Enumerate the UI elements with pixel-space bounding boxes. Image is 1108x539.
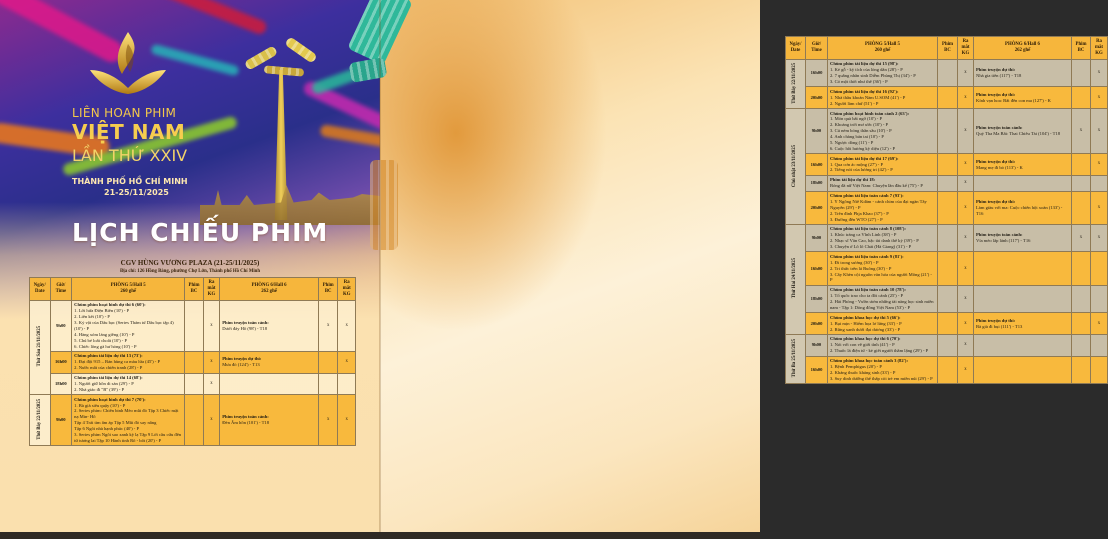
col-date-header: Ngày/ Date — [30, 278, 51, 301]
hall6-program-cell — [974, 224, 1072, 252]
film-item: Bóng đá nữ Việt Nam: Chuyện lần đầu kể (75') - P — [830, 183, 923, 189]
film-item: 3. Có một thời như thế (36') - P — [830, 79, 888, 85]
program-title: Chùm phim hoạt hình dự thi 7 (70'): — [74, 396, 146, 402]
col-hall6-header — [220, 278, 319, 301]
film-item: 2. Người làm chứ (51') - P — [830, 100, 879, 106]
hall6-program-cell — [220, 395, 319, 446]
program-title: Phim truyện toàn cảnh: — [222, 414, 269, 420]
hall6-program-cell — [974, 334, 1072, 356]
hall6-kg-mark: x — [338, 395, 356, 446]
time-cell: 20h00 — [806, 313, 828, 335]
col-kg-header: Ra mắt KG — [338, 278, 356, 301]
film-item: Đèn Âm hồn (101') - T18 — [222, 420, 270, 426]
col-kg-header: Ra mắt KG — [1091, 37, 1108, 60]
hall5-kg-mark: x — [958, 224, 974, 252]
program-title: Chùm phim khoa học toàn cảnh 3 (82'): — [830, 358, 908, 364]
date-label: Thứ Ba 25/11/2025 — [792, 338, 798, 378]
time-cell: 16h00 — [806, 356, 828, 384]
hall5-label: PHÒNG 5/Hall 5 — [865, 41, 900, 47]
table-row — [30, 373, 356, 395]
hall5-program-cell — [828, 356, 938, 384]
col-bc-header: Phim BC — [318, 278, 338, 301]
table-row — [786, 252, 1108, 285]
table-row — [786, 334, 1108, 356]
film-item: 2. Nhà giáo đi "B" (39') - P — [74, 386, 125, 392]
hall5-program-cell — [828, 154, 938, 176]
film-item: Vía mèo lấp lánh (117') - T16 — [976, 238, 1031, 244]
hall6-bc-mark — [1072, 154, 1091, 176]
time-cell: 18h00 — [50, 373, 72, 395]
page-fold-divider — [379, 0, 381, 532]
page-title: LỊCH CHIẾU PHIM — [72, 218, 329, 247]
col-time-header: Giờ/ Time — [50, 278, 72, 301]
hall5-kg-mark: x — [958, 154, 974, 176]
program-title: Phim truyện toàn cảnh: — [222, 320, 269, 326]
film-item: 3. Kỷ vật của Dấu bạc (Series Thám tử Dấu bạc tập 4) (10') - P — [74, 320, 174, 331]
hall6-label: PHÒNG 6/Hall 6 — [1005, 41, 1040, 47]
hall5-program-cell — [828, 109, 938, 154]
schedule-table-left — [29, 277, 356, 446]
table-row — [786, 224, 1108, 252]
schedule-table-right — [785, 36, 1108, 384]
time-cell: 9h00 — [806, 334, 828, 356]
film-item: 4. Anh chàng bán tai (10') - P — [830, 134, 884, 140]
hall5-bc-mark — [938, 313, 958, 335]
film-item: Kính vạn hoa: Bất đến con ma (127') - K — [976, 97, 1051, 103]
hall6-program-cell — [974, 109, 1072, 154]
film-item: 2. Nước mắt của chiến tranh (28') - P — [74, 365, 143, 371]
table-row — [30, 395, 356, 446]
col-hall5-header — [72, 278, 185, 301]
time-cell: 16h00 — [806, 59, 828, 87]
hall6-bc-mark: x — [318, 300, 338, 351]
time-cell: 18h00 — [806, 175, 828, 191]
film-item: Mưa đỏ (124') - T13 — [222, 362, 260, 368]
time-cell: 9h00 — [806, 109, 828, 154]
hall6-bc-mark — [1072, 87, 1091, 109]
film-item: 2. Thuốc lá điện tử - kẻ giết người thầm lặng (29') - P — [830, 348, 929, 354]
film-item: 1. Đại đội 915 – Bản hùng ca màu lửa (45') - P — [74, 359, 161, 365]
date-label: Chủ nhật 23/11/2025 — [792, 144, 798, 187]
hall5-seats: 260 ghế — [120, 288, 136, 294]
hall5-kg-mark: x — [203, 351, 219, 373]
hall6-bc-mark — [1072, 59, 1091, 87]
program-title: Phim truyện dự thi: — [976, 91, 1016, 97]
time-cell: 20h00 — [806, 87, 828, 109]
film-item: 3. Suy dinh dưỡng thể thấp còi trẻ em miền núi (29') - P — [830, 375, 933, 381]
program-title: Chùm phim tài liệu dự thi 17 (69'): — [830, 155, 899, 161]
program-title: Phim truyện dự thi: — [976, 158, 1016, 164]
table-header-row — [786, 37, 1108, 60]
hall5-bc-mark — [938, 191, 958, 224]
program-title: Chùm phim tài liệu dự thi 13 (73'): — [74, 353, 143, 359]
film-item: 2. Tri thức trên lá Buông (30') - P — [830, 265, 892, 271]
film-item: 1. Kẻ gỗ - kỳ tích của lòng dân (28') - P — [830, 67, 903, 73]
program-title: Chùm phim tài liệu toàn cảnh 8 (108'): — [830, 226, 906, 232]
hall5-bc-mark — [938, 356, 958, 384]
film-item: Làm giàu với ma: Cuộc chiến hột xoàn (133') - T16 — [976, 204, 1063, 216]
film-item: 6. Chiếc lông gà hư hỏng (10') - P — [74, 343, 137, 349]
film-item: 5. Chú bé loắt choắt (10') - P — [74, 337, 128, 343]
festival-logo-icon — [88, 30, 168, 96]
hall5-label: PHÒNG 5/Hall 5 — [110, 282, 146, 288]
table-row — [786, 285, 1108, 313]
program-title: Phim truyện toàn cảnh: — [976, 232, 1023, 238]
hall5-kg-mark: x — [958, 191, 974, 224]
hall5-kg-mark: x — [958, 109, 974, 154]
hall6-program-cell — [974, 59, 1072, 87]
time-cell: 20h00 — [806, 191, 828, 224]
hall6-program-cell — [220, 300, 319, 351]
date-label: Thứ Bảy 22/11/2025 — [36, 398, 42, 440]
table-row — [30, 351, 356, 373]
hall6-bc-mark — [318, 351, 338, 373]
hall6-program-cell — [974, 87, 1072, 109]
hall6-kg-mark: x — [1091, 191, 1108, 224]
hall5-program-cell — [72, 351, 185, 373]
hall5-bc-mark — [938, 252, 958, 285]
date-label: Thứ Bảy 22/11/2025 — [792, 62, 798, 104]
film-item: 6. Cuộc hồi hương kỳ diệu (12') - P — [830, 145, 896, 151]
hall6-seats: 262 ghế — [1014, 47, 1031, 53]
hall5-program-cell — [828, 59, 938, 87]
film-item: 2. Nhạc sĩ Văn Cao, bậc tài danh thế kỷ (39') - P — [830, 238, 919, 244]
col-hall5-header — [828, 37, 938, 60]
hall5-program-cell — [828, 252, 938, 285]
col-kg-header: Ra mắt KG — [203, 278, 219, 301]
table-header-row — [30, 278, 356, 301]
film-reel-crown-decoration — [244, 45, 324, 85]
col-bc-header: Phim BC — [1072, 37, 1091, 60]
date-cell — [786, 59, 806, 108]
hall6-bc-mark — [1072, 356, 1091, 384]
program-title: Phim truyện dự thi: — [976, 317, 1016, 323]
hall5-program-cell — [828, 313, 938, 335]
hall6-bc-mark — [1072, 313, 1091, 335]
venue-address: Địa chỉ: 126 Hồng Bàng, phường Chợ Lớn, Thành phố Hồ Chí Minh — [119, 269, 261, 274]
date-cell — [786, 334, 806, 383]
hall6-bc-mark — [1072, 191, 1091, 224]
date-cell — [786, 109, 806, 225]
hall5-kg-mark: x — [958, 252, 974, 285]
hall6-kg-mark: x — [1091, 154, 1108, 176]
hall6-program-cell — [974, 285, 1072, 313]
hall6-kg-mark: x — [1091, 224, 1108, 252]
bottom-edge — [0, 532, 760, 539]
col-bc-header: Phim BC — [938, 37, 958, 60]
hall6-kg-mark — [1091, 252, 1108, 285]
hall5-bc-mark — [938, 109, 958, 154]
hall5-program-cell — [828, 285, 938, 313]
hall6-kg-mark: x — [338, 351, 356, 373]
hall5-kg-mark: x — [958, 356, 974, 384]
film-item: 3. Cây Khèn cội nguồn văn hóa của người Mông (21') - P — [830, 271, 932, 283]
table-row — [786, 175, 1108, 191]
program-title: Chùm phim hoạt hình toàn cảnh 2 (63'): — [830, 110, 910, 116]
hall6-kg-mark: x — [338, 300, 356, 351]
hall6-seats: 262 ghế — [261, 288, 277, 294]
hall5-program-cell — [828, 334, 938, 356]
program-title: Phim truyện dự thi: — [222, 356, 262, 362]
film-item: Dưới đáy Hồ (98') - T18 — [222, 325, 268, 331]
program-title: Chùm phim tài liệu toàn cảnh 7 (93'): — [830, 193, 904, 199]
film-item: 3. Đường đến WTO (27') - P — [830, 216, 883, 222]
col-hall6-header — [974, 37, 1072, 60]
hall6-kg-mark: x — [1091, 109, 1108, 154]
table-row — [786, 109, 1108, 154]
col-kg-header: Ra mắt KG — [958, 37, 974, 60]
hall5-kg-mark: x — [958, 175, 974, 191]
hall5-kg-mark: x — [203, 373, 219, 395]
film-item: Nhà gia tiên (117') - T18 — [976, 73, 1022, 79]
festival-city: THÀNH PHỐ HỒ CHÍ MINH — [72, 177, 188, 186]
hall5-bc-mark — [938, 285, 958, 313]
festival-name-line1: LIÊN HOAN PHIM — [72, 106, 177, 120]
hall6-label: PHÒNG 6/Hall 6 — [251, 282, 287, 288]
hall6-kg-mark — [1091, 175, 1108, 191]
col-date-header: Ngày/ Date — [786, 37, 806, 60]
hall6-bc-mark — [1072, 334, 1091, 356]
film-item: 2. 7 quãng nhân sinh Diễm Phùng Thị (34') - P — [830, 73, 916, 79]
film-item: Quỷ Tha Ma Bắt: Thai Chiêu Tài (104') - T18 — [976, 131, 1061, 137]
hall5-program-cell — [828, 175, 938, 191]
hall5-bc-mark — [185, 373, 204, 395]
hall5-program-cell — [828, 87, 938, 109]
table-row — [786, 313, 1108, 335]
col-time-header: Giờ/ Time — [806, 37, 828, 60]
program-title: Chùm phim tài liệu dự thi 16 (92'): — [830, 88, 899, 94]
hall6-kg-mark: x — [1091, 313, 1108, 335]
film-item: 1. Nói với con về giới tính (41') - P — [830, 342, 895, 348]
hall6-kg-mark — [338, 373, 356, 395]
program-title: Chùm phim tài liệu toàn cảnh 9 (81'): — [830, 253, 904, 259]
time-cell: 18h00 — [806, 285, 828, 313]
film-item: Bà già đi bụi (111') - T13 — [976, 323, 1023, 329]
film-item: 3. Chuyện ở Lô lô Chải (Hà Giang) (31') - P — [830, 244, 912, 250]
hall5-kg-mark: x — [958, 59, 974, 87]
hall6-program-cell — [974, 356, 1072, 384]
film-item: Tập 4 Trái tim ấm áp Tập 5 Mũi đỏ say nắng — [74, 420, 157, 426]
hall6-bc-mark — [1072, 252, 1091, 285]
venue-heading: CGV HÙNG VƯƠNG PLAZA (21-25/11/2025) — [120, 259, 260, 267]
hall5-seats: 260 ghế — [874, 47, 891, 53]
date-cell — [30, 300, 51, 394]
hall5-kg-mark: x — [958, 87, 974, 109]
film-item: 2. Liên kết (10') - P — [74, 314, 110, 320]
hall5-bc-mark — [938, 175, 958, 191]
film-item: 1. Đi trong sương (30') - P — [830, 259, 879, 265]
hall5-bc-mark — [938, 154, 958, 176]
hall6-bc-mark: x — [1072, 224, 1091, 252]
hall6-kg-mark: x — [1091, 59, 1108, 87]
film-item: 2. Rừng xanh dưới đại dương (33') - P — [830, 326, 901, 332]
table-row — [30, 300, 356, 351]
film-item: 1. Bụi mịn - Hiểm họa lơ lửng (33') - P — [830, 320, 902, 326]
hall5-kg-mark: x — [958, 313, 974, 335]
hall6-bc-mark — [318, 373, 338, 395]
hall6-bc-mark: x — [1072, 109, 1091, 154]
film-item: 1. Khúc tráng ca Vĩnh Linh (38') - P — [830, 232, 897, 238]
time-cell: 16h00 — [50, 351, 72, 373]
film-item: 2. Series phim: Chiến binh Mèo mũi đỏ Tập 3 Chiếc mặt nạ Min- Hô — [74, 408, 179, 420]
hall5-bc-mark — [938, 334, 958, 356]
hall5-bc-mark — [185, 300, 204, 351]
film-item: 1. Qua cơn ác mộng (27') - P — [830, 161, 884, 167]
hall5-bc-mark — [185, 395, 204, 446]
table-row — [786, 59, 1108, 87]
festival-edition: LẦN THỨ XXIV — [72, 146, 188, 165]
date-label: Thứ Hai 24/11/2025 — [792, 258, 798, 299]
time-cell: 9h00 — [806, 224, 828, 252]
table-row — [786, 154, 1108, 176]
hall5-bc-mark — [938, 87, 958, 109]
film-item: 2. Hải Phòng - Vườn ươm những tài năng học sinh miền nam - Tập 1: Dòng đông Việt Nam (53') - P — [830, 299, 934, 310]
hall5-program-cell — [828, 224, 938, 252]
film-item: 3. Cú ném bóng thần sầu (10') - P — [830, 128, 892, 134]
film-strip-decoration — [370, 160, 398, 250]
hall6-program-cell — [974, 191, 1072, 224]
film-item: 1. Người giữ hồn di sản (29') - P — [74, 380, 134, 386]
hall5-program-cell — [72, 395, 185, 446]
program-title: Chùm phim hoạt hình dự thi 6 (60'): — [74, 302, 146, 308]
film-item: 2. Kháng thuốc kháng sinh (33') - P — [830, 369, 896, 375]
date-cell — [30, 395, 51, 446]
hall5-program-cell — [828, 191, 938, 224]
program-title: Chùm phim khoa học dự thi 6 (70'): — [830, 336, 901, 342]
film-item: 1. Tổ quốc trao cho ta đôi cánh (25') - P — [830, 293, 904, 299]
program-title: Phim truyện toàn cảnh: — [976, 125, 1023, 131]
program-title: Chùm phim khoa học dự thi 5 (66'): — [830, 314, 901, 320]
film-item: 1. Bà già siêu quậy (10') - P — [74, 402, 126, 408]
hall6-bc-mark: x — [318, 395, 338, 446]
film-item: 2. Tiếng nói của lương tri (42') - P — [830, 167, 893, 173]
hall5-program-cell — [72, 300, 185, 351]
film-item: 1. Lời hứa Điện Biên (10') - P — [74, 308, 130, 314]
festival-dates: 21-25/11/2025 — [104, 188, 169, 197]
hall6-program-cell — [974, 252, 1072, 285]
time-cell: 9h00 — [50, 300, 72, 351]
hall5-program-cell — [72, 373, 185, 395]
program-title: Chùm phim tài liệu dự thi 14 (68'): — [74, 375, 143, 381]
hall5-bc-mark — [938, 59, 958, 87]
hall6-bc-mark — [1072, 175, 1091, 191]
table-row — [786, 356, 1108, 384]
table-row — [786, 191, 1108, 224]
film-item: 5. Ngược dòng (11') - P — [830, 139, 874, 145]
hall6-program-cell — [220, 373, 319, 395]
film-item: 4. Hàng xóm láng giềng (10') - P — [74, 331, 135, 337]
hall6-kg-mark — [1091, 334, 1108, 356]
program-title: Phim truyện dự thi: — [976, 67, 1016, 73]
film-item: 1. Món quà bất ngờ (10') - P — [830, 116, 882, 122]
right-page — [380, 0, 1103, 532]
program-title: Phim tài liệu dự thi 18: — [830, 177, 876, 183]
left-page — [0, 0, 380, 532]
hall5-kg-mark: x — [958, 334, 974, 356]
hall5-kg-mark: x — [203, 300, 219, 351]
film-item: 3. Series phim Ngôi sao xanh kỳ lạ Tập 9 Lời cầu cứu đến từ tương lai Tập 10 Hành tinh Rô - bốt (20') - P — [74, 431, 182, 443]
hall5-kg-mark: x — [958, 285, 974, 313]
hall6-kg-mark: x — [1091, 87, 1108, 109]
hall6-bc-mark — [1072, 285, 1091, 313]
hall5-bc-mark — [185, 351, 204, 373]
program-title: Chùm phim tài liệu toàn cảnh 10 (78'): — [830, 287, 906, 293]
hall6-kg-mark — [1091, 285, 1108, 313]
ribbon-decoration — [152, 0, 269, 36]
table-row — [786, 87, 1108, 109]
time-cell: 16h00 — [806, 154, 828, 176]
film-item: 1. Bệnh Pemphigus (20') - P — [830, 363, 882, 369]
time-cell: 9h00 — [50, 395, 72, 446]
date-cell — [786, 224, 806, 334]
film-item: 1. Y Ngông Niê Kdăm - cánh chim của đại ngàn Tây Nguyên (29') - P — [830, 198, 927, 210]
program-title: Chùm phim tài liệu dự thi 15 (98'): — [830, 61, 899, 67]
date-label: Thứ Sáu 21/11/2025 — [36, 326, 42, 367]
program-title: Phim truyện dự thi: — [976, 198, 1016, 204]
hall5-kg-mark: x — [203, 395, 219, 446]
hall6-kg-mark — [1091, 356, 1108, 384]
film-item: Mang mẹ đi bỏ (113') - K — [976, 164, 1023, 170]
film-item: 2. Khoảng trời mơ ước (10') - P — [830, 122, 889, 128]
hall6-program-cell — [220, 351, 319, 373]
hall5-bc-mark — [938, 224, 958, 252]
film-item: 2. Trên đỉnh Phja Khao (37') - P — [830, 210, 889, 216]
festival-name-line2: VIỆT NAM — [72, 120, 186, 144]
time-cell: 16h00 — [806, 252, 828, 285]
film-item: 1. Nhà thầu khoán Nàm U.SOM (41') - P — [830, 94, 906, 100]
hall6-program-cell — [974, 154, 1072, 176]
film-item: Tập 6 Ngôi nhà hạnh phúc (40') - P — [74, 426, 140, 432]
hall6-program-cell — [974, 175, 1072, 191]
col-bc-header: Phim BC — [185, 278, 204, 301]
hall6-program-cell — [974, 313, 1072, 335]
